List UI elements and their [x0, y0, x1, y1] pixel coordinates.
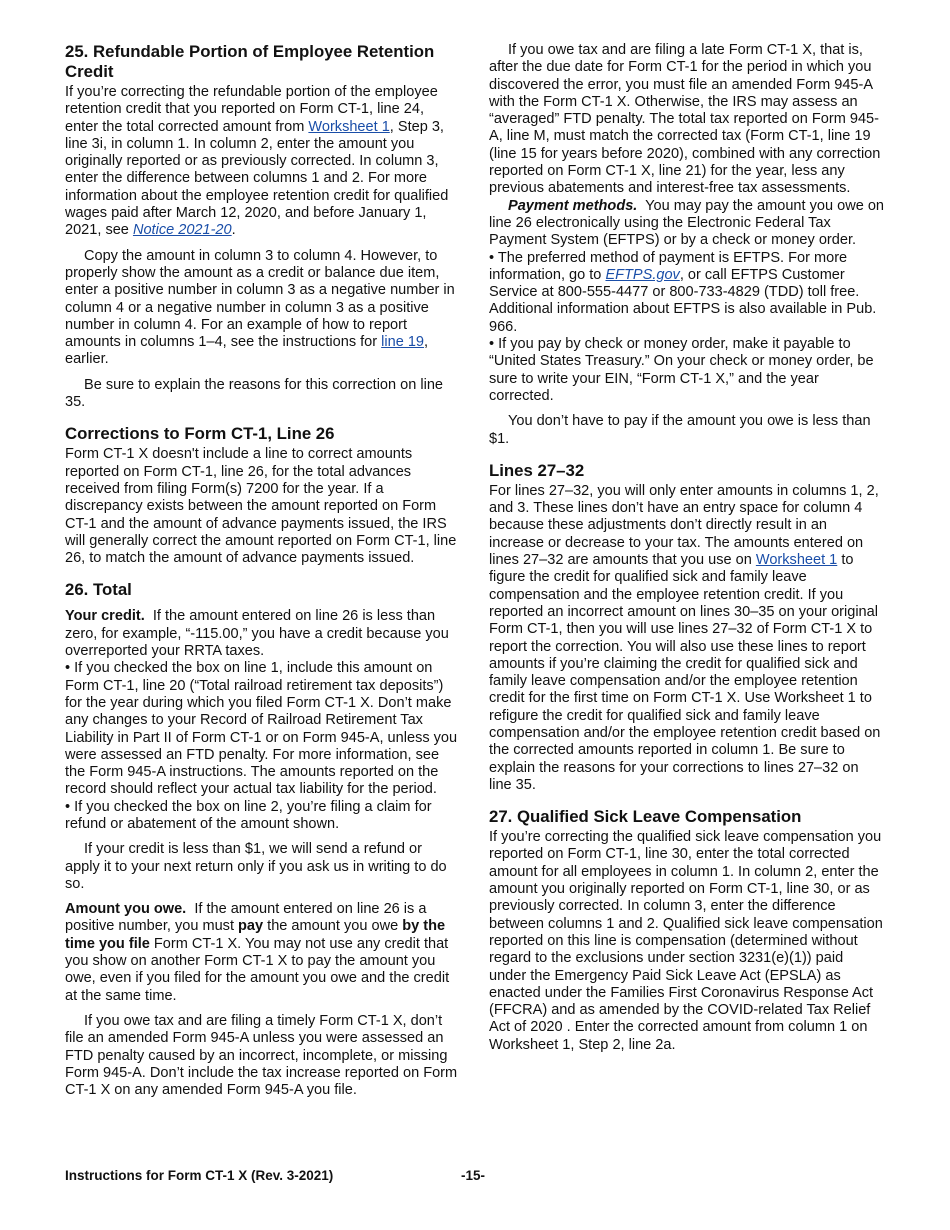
section-26-heading: 26. Total	[65, 580, 132, 600]
text: , Step 3, line 3i, in column 1. In column 2, enter the amount you originally reported or as previously corrected. In column 3, enter the difference between columns 1 and 2. For more information about the employee retention credit for qualified wages paid after March 12, 2020, and before January 1, 2021, see	[65, 118, 449, 239]
section-27-paragraph: If you’re correcting the qualified sick leave compensation you reported on Form CT-1, line 30, enter the total corrected amount for all employees in column 1. In column 2, enter the amount you originally reported on Form CT-1, line 30, or as previously corrected. In column 3, enter the difference between columns 1 and 2. Qualified sick leave compensation reported on this line is compensation (determined without regard to the exclusions under section 3231(e)(1)) paid under the Emergency Paid Sick Leave Act (EPSLA) as enacted under the Families First Coronavirus Response Act (FFCRA) and as amended by the COVID-related Tax Relief Act of 2020 . Enter the corrected amount from column 1 on Worksheet 1, Step 2, line 2a.	[489, 829, 883, 1053]
worksheet-1-link[interactable]: Worksheet 1	[755, 552, 838, 569]
text: If you pay by check or money order, make it payable to “United States Treasury.” On your check or money order, be sure to write your EIN, “Form CT-1 X,” and the year corrected.	[489, 336, 874, 404]
your-credit-lead: Your credit.	[65, 608, 145, 625]
text: You may pay the amount you owe on line 26 electronically using the Electronic Federal Tax Payment System (EFTPS) or by a check or money order.	[489, 197, 885, 249]
section-25-paragraph-1	[65, 84, 460, 240]
section-25-paragraph-2	[65, 248, 460, 369]
text: Copy the amount in column 3 to column 4. However, to properly show the amount as a credit or balance due item, enter a positive number in column 3 as a negative number in column 4 or a negative number in column 3 as a positive number in column 4. For an example of how to report amounts in columns 1–4, see the instructions for	[65, 247, 455, 351]
section-25-heading: 25. Refundable Portion of Employee Retention Credit	[65, 42, 435, 81]
text: to figure the credit for qualified sick and family leave compensation and the employee retention credit. If you reported an incorrect amount on lines 30–35 on your original Form CT-1, then you will use lines 27–32 of Form CT-1 X to report the correction. You will also use these lines to report amounts if you’re claiming the credit for qualified sick and family leave compensation and/or the employee retention credit for the first time on Form CT-1 X. Use Worksheet 1 to refigure the credit for qualified sick and family leave compensation and/or the employee retention credit based on the corrected amounts reported in column 1. Be sure to explain the reasons for your corrections to lines 27–32 on line 35.	[489, 552, 881, 793]
text: the amount you owe	[263, 918, 403, 935]
text: If you’re correcting the refundable portion of the employee retention credit that you reported on Form CT-1, line 24, enter the total corrected amount from	[65, 84, 438, 135]
by-the-time-emphasis: by the time you file	[65, 918, 446, 952]
amount-you-owe-paragraph	[65, 901, 460, 1005]
text: , earlier.	[65, 334, 429, 368]
corrections-paragraph: Form CT-1 X doesn't include a line to correct amounts reported on Form CT-1, line 26, for the total advances received from filing Form(s) 7200 for the year. If a discrepancy exists between the amount reported on Form CT-1 and the amount of advance payments issued, the IRS will generally correct the amount reported on Form CT-1, line 26, to match the amount of advance payments issued.	[65, 446, 457, 567]
bullet-item: • If you checked the box on line 1, include this amount on Form CT-1, line 20 (“Total railroad retirement tax deposits”) for the year during which you filed Form CT-1 X. Don’t make any changes to your Record of Railroad Retirement Tax Liability in Part II of Form CT-1 or on Form 945-A, unless you were assessed an FTD penalty. For more information, see the Form 945-A instructions. The amounts reported on the record should reflect your actual tax liability for the period.	[65, 660, 458, 798]
amount-you-owe-lead: Amount you owe.	[65, 901, 187, 918]
text: The preferred method of payment is EFTPS. For more information, go to	[489, 249, 848, 283]
notice-2021-20-link[interactable]: Notice 2021-20	[132, 222, 232, 239]
bullet-item: • If you pay by check or money order, make it payable to “United States Treasury.” On your check or money order, be sure to write your EIN, “Form CT-1 X,” and the year corrected.	[489, 336, 874, 404]
text: .	[231, 222, 236, 239]
credit-less-than-1-paragraph: If your credit is less than $1, we will send a refund or apply it to your next return only if you ask us in writing to do so.	[65, 841, 447, 892]
payment-methods-lead: Payment methods.	[508, 197, 638, 214]
pay-emphasis: pay	[238, 918, 264, 935]
corrections-line-26-heading: Corrections to Form CT-1, Line 26	[65, 424, 335, 444]
text: If you checked the box on line 1, include this amount on Form CT-1, line 20 (“Total railroad retirement tax deposits”) for the year during which you filed Form CT-1 X. Don’t make any changes to your Record of Railroad Retirement Tax Liability in Part II of Form CT-1 or on Form 945-A, unless you were assessed an FTD penalty. For more information, see the Form 945-A instructions. The amounts reported on the record should reflect your actual tax liability for the period.	[65, 660, 458, 798]
late-filing-paragraph: If you owe tax and are filing a late Form CT-1 X, that is, after the due date for Form CT-1 for the period in which you discovered the error, you must file an amended Form 945-A with the Form CT-1 X. Otherwise, the IRS may assess an “averaged” FTD penalty. The total tax reported on Form 945-A, line M, must match the corrected tax (Form CT-1, line 19 (line 15 for years before 2020), combined with any correction reported on Form CT-1 X, line 21) for the year, less any previous abatements and interest-free tax assessments.	[489, 42, 881, 197]
left-column	[65, 42, 460, 1099]
footer-form-title: Instructions for Form CT-1 X (Rev. 3-2021)	[65, 1168, 334, 1183]
lines-27-32-paragraph	[489, 483, 884, 794]
lines-27-32-heading: Lines 27–32	[489, 460, 585, 480]
page-footer	[65, 1168, 885, 1183]
section-25-paragraph-3: Be sure to explain the reasons for this correction on line 35.	[65, 376, 444, 411]
line-19-link[interactable]: line 19	[381, 334, 425, 351]
text: If the amount entered on line 26 is a positive number, you must	[65, 901, 427, 935]
text: Form CT-1 X. You may not use any credit that you show on another Form CT-1 X to pay the amount you owe, even if you filed for the amount you owe and the credit at the same time.	[65, 935, 450, 1004]
section-27-heading: 27. Qualified Sick Leave Compensation	[489, 807, 802, 827]
text: If you checked the box on line 2, you’re filing a claim for refund or abatement of the amount shown.	[65, 798, 432, 832]
less-than-1-paragraph: You don’t have to pay if the amount you owe is less than $1.	[489, 413, 871, 447]
eftps-link[interactable]: EFTPS.gov	[605, 266, 680, 283]
bullet-item: • The preferred method of payment is EFTPS. For more information, go to EFTPS.gov, or call EFTPS Customer Service at 800-555-4477 or 800-733-4829 (TDD) toll free. Additional information about EFTPS is also available in Pub. 966.	[489, 249, 877, 335]
text: For lines 27–32, you will only enter amounts in columns 1, 2, and 3. These lines don’t have an entry space for column 4 because these adjustments don’t directly result in an increase or decrease to your tax. The amounts entered on lines 27–32 are amounts that you use on	[489, 482, 879, 569]
page-number: -15-	[461, 1168, 486, 1183]
timely-filing-paragraph: If you owe tax and are filing a timely Form CT-1 X, don’t file an amended Form 945-A unless you were assessed an FTD penalty caused by an incorrect, incomplete, or missing Form 945-A. Don’t include the tax increase reported on Form CT-1 X on any amended Form 945-A you file.	[65, 1012, 458, 1099]
right-column	[489, 42, 884, 1054]
worksheet-1-link[interactable]: Worksheet 1	[308, 118, 390, 135]
text: If the amount entered on line 26 is less than zero, for example, “-115.00,” you have a credit because you overreported your RRTA taxes.	[65, 608, 449, 660]
text: , or call EFTPS Customer Service at 800-555-4477 or 800-733-4829 (TDD) toll free. Additional information about EFTPS is also available in Pub. 966.	[489, 266, 877, 335]
payment-methods-paragraph	[489, 198, 884, 250]
your-credit-paragraph	[65, 608, 460, 660]
bullet-item: • If you checked the box on line 2, you’re filing a claim for refund or abatement of the amount shown.	[65, 798, 432, 832]
